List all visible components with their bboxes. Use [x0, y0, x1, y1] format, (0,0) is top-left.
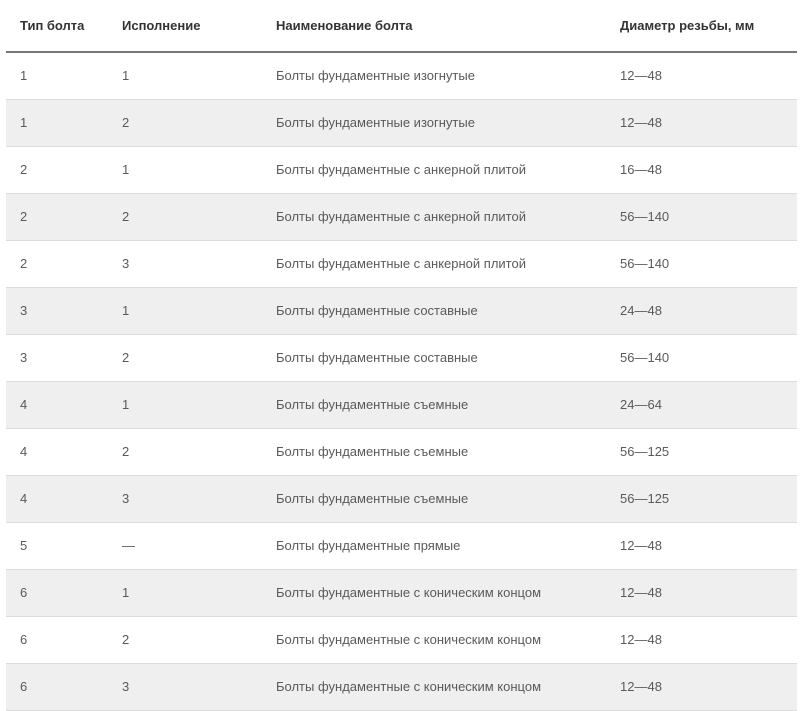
cell-execution: 1	[108, 146, 262, 193]
cell-bolt-name: Болты фундаментные съемные	[262, 428, 606, 475]
cell-thread-diameter: 56—140	[606, 240, 797, 287]
cell-bolt-name: Болты фундаментные с коническим концом	[262, 569, 606, 616]
header-thread-diameter: Диаметр резьбы, мм	[606, 0, 797, 52]
cell-execution: 2	[108, 428, 262, 475]
cell-bolt-type: 3	[6, 334, 108, 381]
cell-thread-diameter: 56—140	[606, 334, 797, 381]
table-row	[6, 240, 797, 287]
header-bolt-type: Тип болта	[6, 0, 108, 52]
cell-bolt-name: Болты фундаментные составные	[262, 334, 606, 381]
cell-bolt-name: Болты фундаментные изогнутые	[262, 52, 606, 99]
cell-bolt-name: Болты фундаментные с анкерной плитой	[262, 193, 606, 240]
table-row	[6, 663, 797, 710]
cell-bolt-type: 4	[6, 428, 108, 475]
cell-execution: 3	[108, 663, 262, 710]
cell-execution: 2	[108, 616, 262, 663]
table-row	[6, 146, 797, 193]
cell-execution: 1	[108, 569, 262, 616]
cell-thread-diameter: 12—48	[606, 99, 797, 146]
cell-execution: 2	[108, 193, 262, 240]
cell-execution: 3	[108, 475, 262, 522]
cell-bolt-type: 1	[6, 52, 108, 99]
table-header	[6, 0, 797, 52]
table-row	[6, 287, 797, 334]
cell-execution: —	[108, 522, 262, 569]
cell-thread-diameter: 12—48	[606, 52, 797, 99]
cell-bolt-type: 4	[6, 475, 108, 522]
cell-execution: 1	[108, 52, 262, 99]
cell-bolt-type: 6	[6, 663, 108, 710]
cell-bolt-type: 5	[6, 522, 108, 569]
cell-thread-diameter: 12—48	[606, 569, 797, 616]
cell-bolt-type: 4	[6, 381, 108, 428]
table-row	[6, 475, 797, 522]
cell-bolt-name: Болты фундаментные составные	[262, 287, 606, 334]
cell-thread-diameter: 56—140	[606, 193, 797, 240]
cell-execution: 1	[108, 381, 262, 428]
cell-bolt-type: 2	[6, 240, 108, 287]
table-row	[6, 99, 797, 146]
cell-bolt-name: Болты фундаментные прямые	[262, 522, 606, 569]
table-row	[6, 52, 797, 99]
cell-bolt-type: 1	[6, 99, 108, 146]
cell-thread-diameter: 24—48	[606, 287, 797, 334]
table-row	[6, 569, 797, 616]
table-row	[6, 522, 797, 569]
table-row	[6, 381, 797, 428]
cell-thread-diameter: 56—125	[606, 428, 797, 475]
cell-bolt-type: 6	[6, 569, 108, 616]
cell-bolt-name: Болты фундаментные с анкерной плитой	[262, 146, 606, 193]
header-execution: Исполнение	[108, 0, 262, 52]
table-row	[6, 193, 797, 240]
table-row	[6, 616, 797, 663]
cell-thread-diameter: 12—48	[606, 522, 797, 569]
cell-bolt-name: Болты фундаментные с коническим концом	[262, 616, 606, 663]
cell-bolt-type: 3	[6, 287, 108, 334]
cell-bolt-name: Болты фундаментные с коническим концом	[262, 663, 606, 710]
table-body	[6, 52, 797, 710]
bolt-types-table	[6, 0, 797, 711]
cell-execution: 3	[108, 240, 262, 287]
cell-thread-diameter: 12—48	[606, 616, 797, 663]
cell-bolt-name: Болты фундаментные съемные	[262, 381, 606, 428]
cell-bolt-name: Болты фундаментные изогнутые	[262, 99, 606, 146]
cell-bolt-name: Болты фундаментные с анкерной плитой	[262, 240, 606, 287]
cell-bolt-type: 2	[6, 146, 108, 193]
cell-thread-diameter: 24—64	[606, 381, 797, 428]
cell-thread-diameter: 12—48	[606, 663, 797, 710]
cell-thread-diameter: 16—48	[606, 146, 797, 193]
cell-bolt-type: 6	[6, 616, 108, 663]
cell-bolt-type: 2	[6, 193, 108, 240]
header-bolt-name: Наименование болта	[262, 0, 606, 52]
table-row	[6, 334, 797, 381]
bolt-types-table-container	[6, 0, 797, 711]
header-row	[6, 0, 797, 52]
table-row	[6, 428, 797, 475]
cell-bolt-name: Болты фундаментные съемные	[262, 475, 606, 522]
cell-thread-diameter: 56—125	[606, 475, 797, 522]
cell-execution: 2	[108, 334, 262, 381]
cell-execution: 1	[108, 287, 262, 334]
cell-execution: 2	[108, 99, 262, 146]
